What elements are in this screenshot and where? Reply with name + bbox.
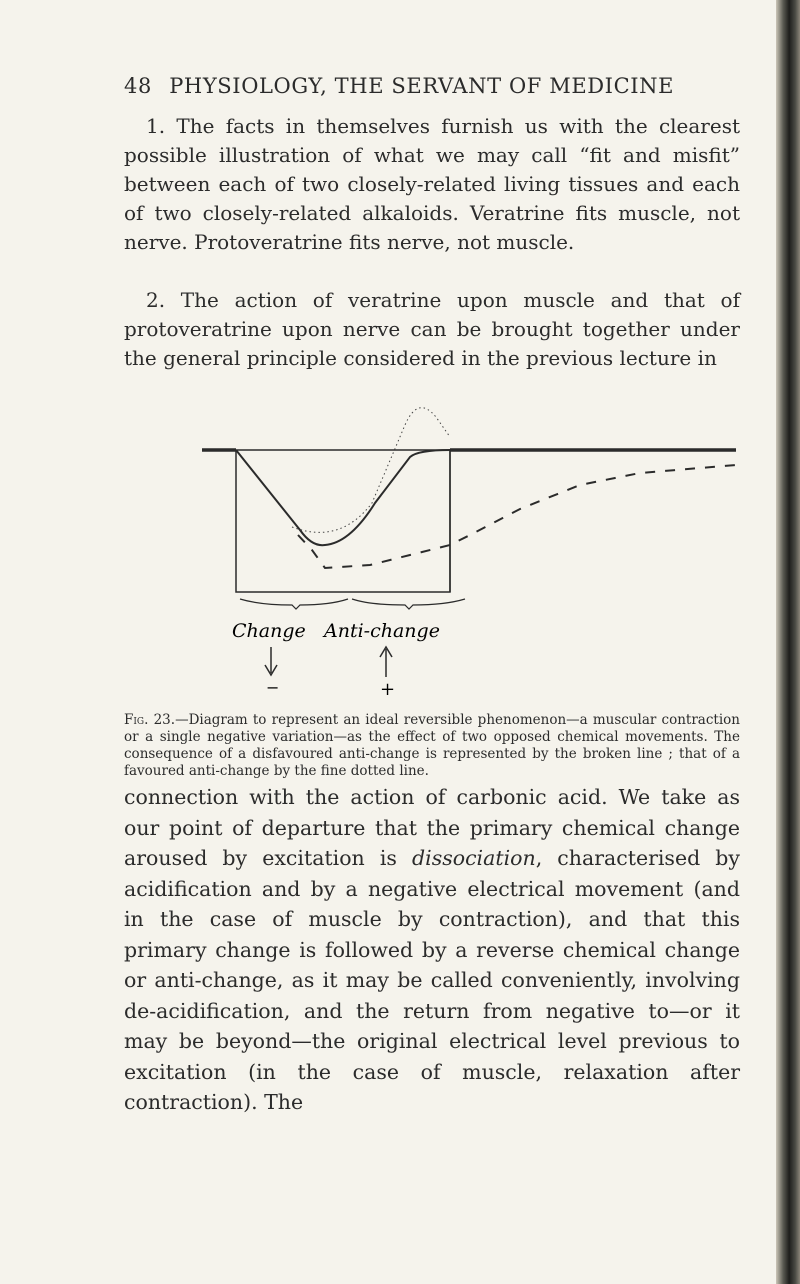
p3-italic-term: dissociation bbox=[412, 846, 536, 870]
running-header bbox=[124, 74, 724, 98]
running-title: PHYSIOLOGY, THE SERVANT OF MEDICINE bbox=[169, 74, 675, 98]
paragraph-1: 1. The facts in themselves furnish us with the clearest possible illustration of what we may call “fit and misfit” between each of two closely-related living tissues and each of two closely-related alkaloids. Veratrine fits muscle, not nerve. Protoveratrine fits nerve, not muscle. bbox=[124, 114, 740, 254]
arrow-down-icon bbox=[265, 647, 277, 675]
figure-23-diagram bbox=[200, 385, 740, 695]
diagram-frame bbox=[236, 450, 450, 592]
sign-plus: + bbox=[380, 679, 396, 695]
solid-curve bbox=[236, 450, 450, 545]
brace-antichange bbox=[352, 599, 465, 609]
dotted-curve bbox=[292, 408, 450, 533]
broken-curve bbox=[298, 465, 736, 568]
figure-caption bbox=[124, 712, 740, 780]
label-change: Change bbox=[232, 620, 306, 642]
paragraph-3 bbox=[124, 782, 740, 1118]
p3-text-before: connection with the action of carbonic acid. We take as our point of departure that the primary chemical change aroused by excitation is bbox=[124, 785, 740, 870]
page-number: 48 bbox=[124, 74, 152, 98]
page-binding-edge bbox=[776, 0, 800, 1284]
caption-label: Fig. 23. bbox=[124, 712, 176, 728]
p3-text-after: , characterised by acidification and by a negative electrical movement (and in the case of muscle by contraction), and that this primary change is followed by a reverse chemical change or anti-change, as it may be called conveniently, involving de-acidification, and the return from negative to—or it may be beyond—the original electrical level previous to excitation (in the case of muscle, relaxation after contraction). The bbox=[124, 846, 740, 1114]
paragraph-2: 2. The action of veratrine upon muscle and that of protoveratrine upon nerve can be brought together under the general principle considered in the previous lecture in bbox=[124, 288, 740, 370]
caption-text: —Diagram to represent an ideal reversible phenomenon—a muscular contraction or a single negative variation—as the effect of two opposed chemical movements. The consequence of a disfavoured anti-change is represented by the broken line ; that of a favoured anti-change by the fine dotted line. bbox=[124, 712, 740, 779]
sign-minus: − bbox=[266, 678, 280, 695]
arrow-up-icon bbox=[380, 647, 392, 677]
brace-change bbox=[240, 599, 348, 609]
label-anti-change: Anti-change bbox=[324, 620, 440, 642]
